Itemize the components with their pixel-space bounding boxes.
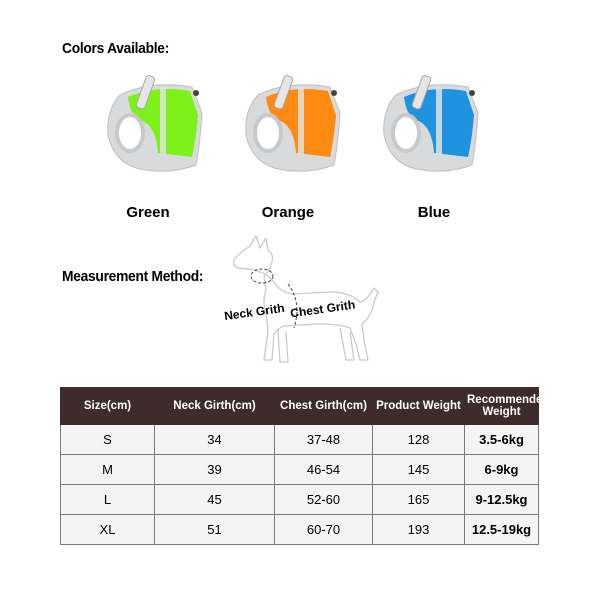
header-chest-girth: Chest Girth(cm): [275, 388, 373, 425]
cell-size: L: [61, 485, 155, 515]
colors-available-heading: Colors Available:: [62, 40, 170, 57]
table-row: [61, 485, 539, 515]
header-size: Size(cm): [61, 388, 155, 425]
size-chart-table: [60, 387, 550, 545]
color-label-orange: Orange: [261, 204, 315, 221]
table-row: [61, 455, 539, 485]
cell-recommended-weight: 12.5-19kg: [465, 515, 539, 545]
cell-neck-girth: 39: [155, 455, 275, 485]
color-label-green: Green: [126, 204, 170, 221]
cell-chest-girth: 37-48: [275, 425, 373, 455]
chest-grith-label: Chest Grith: [289, 297, 356, 321]
measurement-method-heading: Measurement Method:: [62, 268, 204, 285]
cell-product-weight: 128: [373, 425, 465, 455]
table-row: [61, 515, 539, 545]
cell-product-weight: 145: [373, 455, 465, 485]
cell-chest-girth: 52-60: [275, 485, 373, 515]
cell-chest-girth: 46-54: [275, 455, 373, 485]
cell-product-weight: 193: [373, 515, 465, 545]
cell-neck-girth: 51: [155, 515, 275, 545]
header-recommended-weight: Recommended Weight: [465, 388, 539, 425]
header-neck-girth: Neck Girth(cm): [155, 388, 275, 425]
cell-neck-girth: 45: [155, 485, 275, 515]
cell-chest-girth: 60-70: [275, 515, 373, 545]
header-product-weight: Product Weight: [373, 388, 465, 425]
dog-measurement-diagram: [222, 232, 392, 372]
cell-size: XL: [61, 515, 155, 545]
cell-recommended-weight: 3.5-6kg: [465, 425, 539, 455]
table-row: [61, 425, 539, 455]
cell-product-weight: 165: [373, 485, 465, 515]
cell-recommended-weight: 9-12.5kg: [465, 485, 539, 515]
table-header-row: [61, 388, 539, 425]
cell-neck-girth: 34: [155, 425, 275, 455]
color-label-blue: Blue: [417, 204, 451, 221]
cell-size: S: [61, 425, 155, 455]
blue-vest-image: [376, 65, 492, 185]
dog-outline-icon: [222, 232, 392, 372]
neck-grith-label: Neck Grith: [223, 300, 286, 324]
cell-recommended-weight: 6-9kg: [465, 455, 539, 485]
cell-size: M: [61, 455, 155, 485]
orange-vest-image: [238, 65, 354, 185]
green-vest-image: [100, 65, 216, 185]
